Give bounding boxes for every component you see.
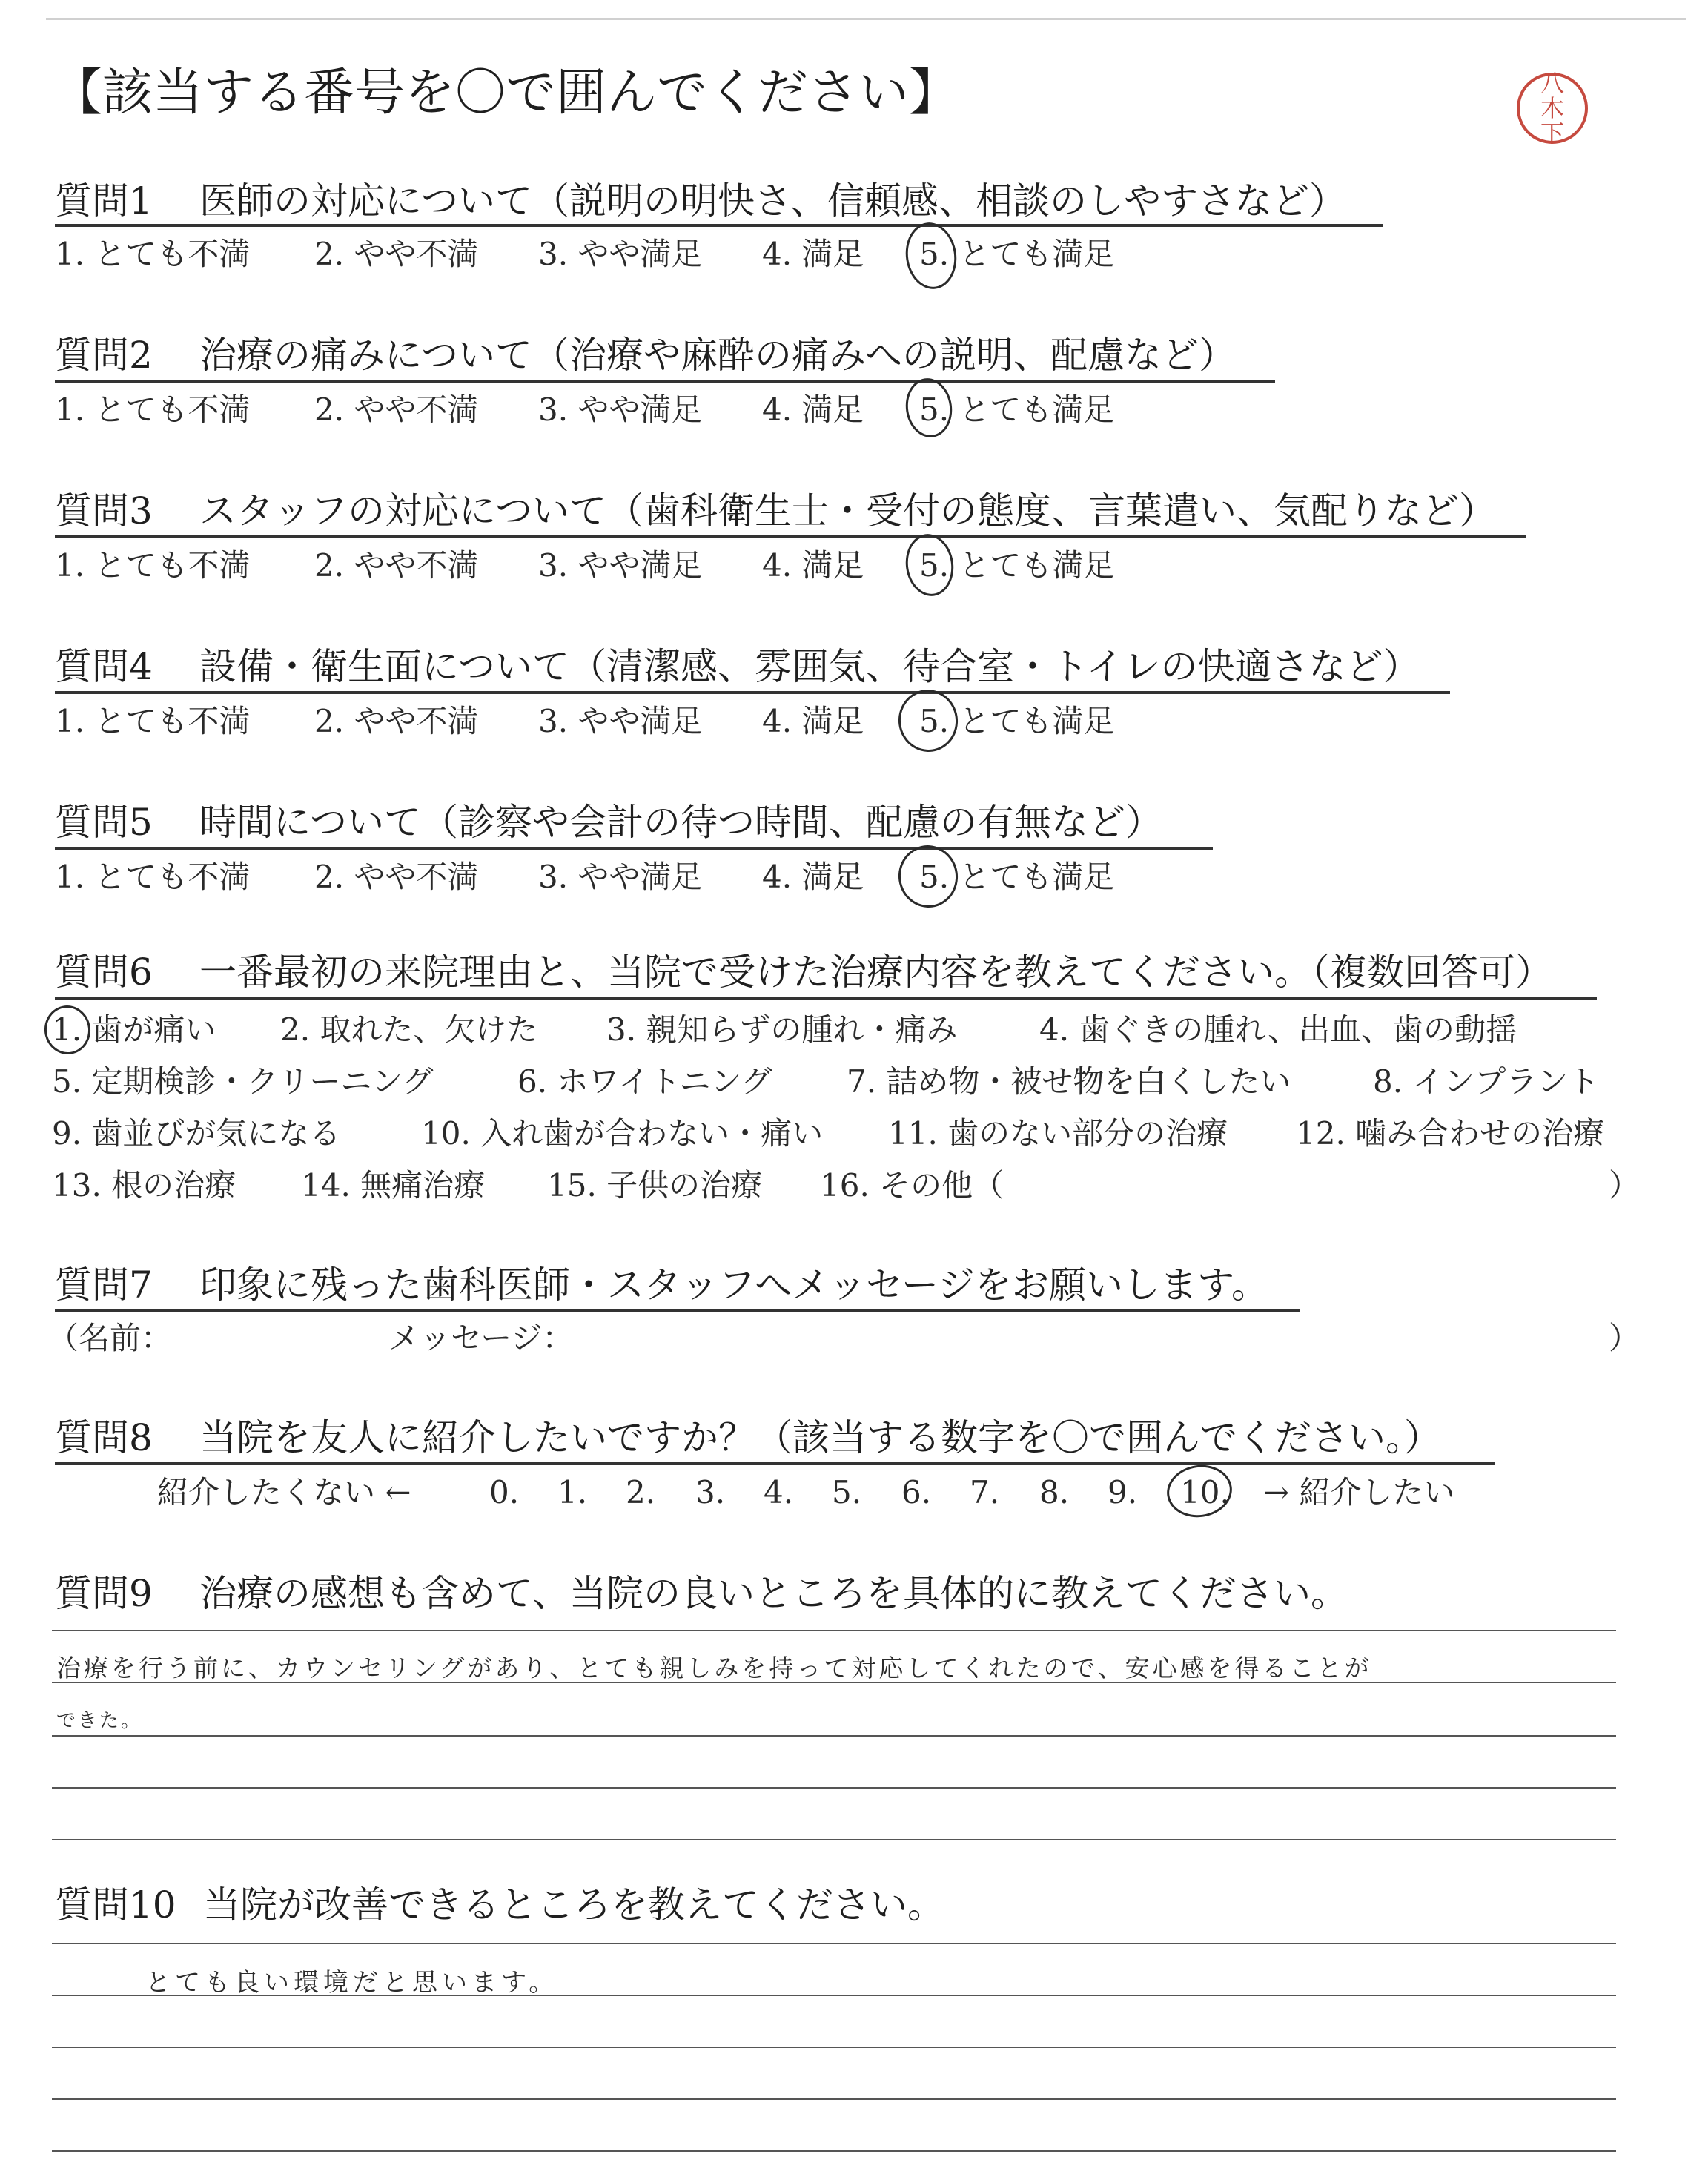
- option-14[interactable]: 14. 無痛治療: [301, 1167, 486, 1203]
- question-4-title: [55, 645, 1420, 688]
- option-3[interactable]: 3. やや満足: [538, 392, 703, 428]
- scale-4[interactable]: 4.: [764, 1474, 794, 1510]
- seal-char-3: 下: [1540, 119, 1564, 148]
- option-15[interactable]: 15. 子供の治療: [547, 1167, 763, 1203]
- option-3[interactable]: 3. やや満足: [538, 703, 703, 739]
- question-number: 質問4: [55, 645, 153, 688]
- handwritten-answer: とても良い環境だと思います。: [145, 1968, 559, 1998]
- answer-line: [52, 1735, 1616, 1737]
- scale-5[interactable]: 5.: [832, 1474, 862, 1510]
- option-13[interactable]: 13. 根の治療: [52, 1167, 236, 1203]
- question-8-underline: [55, 1462, 1494, 1465]
- option-4[interactable]: 4. 歯ぐきの腫れ、出血、歯の動揺: [1039, 1011, 1517, 1048]
- option-11[interactable]: 11. 歯のない部分の治療: [888, 1115, 1228, 1152]
- option-4[interactable]: 4. 満足: [762, 236, 864, 272]
- option-5[interactable]: 5. 定期検診・クリーニング: [52, 1063, 434, 1100]
- option-9[interactable]: 9. 歯並びが気になる: [52, 1115, 341, 1152]
- option-4[interactable]: 4. 満足: [762, 547, 864, 584]
- answer-line: [52, 1787, 1616, 1789]
- question-text: 医師の対応について（説明の明快さ、信頼感、相談のしやすさなど）: [199, 179, 1346, 222]
- question-2-title: [55, 334, 1236, 377]
- handwritten-answer-line-1: 治療を行う前に、カウンセリングがあり、とても親しみを持って対応してくれたので、安心感を得ることが: [56, 1654, 1372, 1682]
- option-4[interactable]: 4. 満足: [762, 859, 864, 895]
- question-number: 質問5: [55, 801, 153, 844]
- option-12[interactable]: 12. 噛み合わせの治療: [1296, 1115, 1605, 1152]
- option-5[interactable]: 5. とても満足: [919, 547, 1115, 584]
- scale-1[interactable]: 1.: [557, 1474, 588, 1510]
- question-2-underline: [55, 380, 1275, 383]
- page-title: 【該当する番号を〇で囲んでください】: [52, 64, 960, 122]
- seal-char-2: 木: [1540, 94, 1564, 122]
- option-3[interactable]: 3. 親知らずの腫れ・痛み: [606, 1011, 958, 1048]
- option-5[interactable]: 5. とても満足: [919, 859, 1115, 895]
- scale-6[interactable]: 6.: [901, 1474, 932, 1510]
- question-8-title: [55, 1416, 1441, 1459]
- question-number: 質問7: [55, 1264, 153, 1307]
- option-1[interactable]: 1. とても不満: [55, 547, 251, 584]
- question-4-underline: [55, 691, 1450, 694]
- question-text: 当院を友人に紹介したいですか？（該当する数字を〇で囲んでください。）: [199, 1416, 1441, 1459]
- question-number: 質問3: [55, 489, 153, 532]
- answer-line: [52, 1943, 1616, 1944]
- option-1[interactable]: 1. とても不満: [55, 703, 251, 739]
- question-9-title: [55, 1572, 1348, 1615]
- question-text: スタッフの対応について（歯科衛生士・受付の態度、言葉遣い、気配りなど）: [199, 489, 1496, 532]
- option-10[interactable]: 10. 入れ歯が合わない・痛い: [421, 1115, 824, 1152]
- option-1[interactable]: 1. 歯が痛い: [52, 1011, 216, 1048]
- top-border: [46, 18, 1686, 20]
- option-2[interactable]: 2. 取れた、欠けた: [280, 1011, 538, 1048]
- question-number: 質問8: [55, 1416, 153, 1459]
- option-5[interactable]: 5. とても満足: [919, 703, 1115, 739]
- question-number: 質問1: [55, 179, 153, 222]
- question-text: 設備・衛生面について（清潔感、雰囲気、待合室・トイレの快適さなど）: [199, 645, 1420, 688]
- message-label: メッセージ：: [388, 1320, 574, 1356]
- option-3[interactable]: 3. やや満足: [538, 547, 703, 584]
- question-6-underline: [55, 997, 1597, 1000]
- selection-circle-q2: [902, 375, 956, 440]
- question-text: 治療の痛みについて（治療や麻酔の痛みへの説明、配慮など）: [199, 334, 1236, 377]
- scale-8[interactable]: 8.: [1039, 1474, 1070, 1510]
- question-5-title: [55, 801, 1162, 844]
- scale-10[interactable]: 10.: [1180, 1474, 1230, 1510]
- answer-line: [52, 2047, 1616, 2048]
- option-2[interactable]: 2. やや不満: [314, 392, 479, 428]
- question-10-title: [55, 1883, 944, 1926]
- selection-circle-q4: [895, 686, 962, 756]
- question-number: 質問6: [55, 951, 153, 994]
- handwritten-answer-line-2: できた。: [56, 1710, 143, 1732]
- question-1-underline: [55, 224, 1383, 227]
- scale-9[interactable]: 9.: [1108, 1474, 1138, 1510]
- question-number: 質問9: [55, 1572, 153, 1615]
- answer-line: [52, 2098, 1616, 2100]
- selection-circle-q5: [895, 842, 962, 911]
- question-3-title: [55, 489, 1496, 532]
- selection-circle-q1: [901, 219, 961, 293]
- question-7-underline: [55, 1309, 1300, 1312]
- option-3[interactable]: 3. やや満足: [538, 859, 703, 895]
- option-4[interactable]: 4. 満足: [762, 392, 864, 428]
- option-2[interactable]: 2. やや不満: [314, 236, 479, 272]
- scale-right-label: → 紹介したい: [1263, 1474, 1455, 1510]
- answer-line: [52, 1630, 1616, 1631]
- option-7[interactable]: 7. 詰め物・被せ物を白くしたい: [847, 1063, 1291, 1100]
- option-6[interactable]: 6. ホワイトニング: [517, 1063, 772, 1100]
- question-number: 質問2: [55, 334, 153, 377]
- seal-char-1: 八: [1540, 69, 1564, 97]
- option-2[interactable]: 2. やや不満: [314, 703, 479, 739]
- question-text: 治療の感想も含めて、当院の良いところを具体的に教えてください。: [199, 1572, 1348, 1615]
- option-8[interactable]: 8. インプラント: [1373, 1063, 1600, 1100]
- question-text: 一番最初の来院理由と、当院で受けた治療内容を教えてください。（複数回答可）: [199, 951, 1552, 994]
- question-5-underline: [55, 847, 1213, 850]
- selection-circle-q8: [1164, 1461, 1236, 1522]
- scale-2[interactable]: 2.: [626, 1474, 656, 1510]
- question-number: 質問10: [55, 1883, 176, 1926]
- option-5[interactable]: 5. とても満足: [919, 392, 1115, 428]
- question-text: 時間について（診察や会計の待つ時間、配慮の有無など）: [199, 801, 1162, 844]
- answer-line: [52, 1839, 1616, 1840]
- option-4[interactable]: 4. 満足: [762, 703, 864, 739]
- scale-3[interactable]: 3.: [695, 1474, 726, 1510]
- option-5[interactable]: 5. とても満足: [919, 236, 1115, 272]
- question-1-title: [55, 179, 1346, 222]
- message-close-paren: ）: [1609, 1320, 1641, 1356]
- other-close-paren: ）: [1609, 1167, 1641, 1203]
- option-2[interactable]: 2. やや不満: [314, 859, 479, 895]
- question-7-title: [55, 1264, 1268, 1307]
- seal-stamp: [1517, 69, 1588, 148]
- question-6-title: [55, 951, 1552, 994]
- option-1[interactable]: 1. とても不満: [55, 236, 251, 272]
- option-1[interactable]: 1. とても不満: [55, 392, 251, 428]
- option-2[interactable]: 2. やや不満: [314, 547, 479, 584]
- name-label: （名前：: [47, 1320, 173, 1356]
- question-text: 当院が改善できるところを教えてください。: [203, 1883, 944, 1926]
- option-1[interactable]: 1. とても不満: [55, 859, 251, 895]
- option-3[interactable]: 3. やや満足: [538, 236, 703, 272]
- scale-left-label: 紹介したくない ←: [157, 1474, 411, 1510]
- question-3-underline: [55, 535, 1526, 538]
- option-16[interactable]: 16. その他（: [820, 1167, 1004, 1203]
- scale-0[interactable]: 0.: [489, 1474, 520, 1510]
- selection-circle-q3: [901, 531, 957, 599]
- scale-7[interactable]: 7.: [970, 1474, 1000, 1510]
- question-text: 印象に残った歯科医師・スタッフへメッセージをお願いします。: [199, 1264, 1268, 1307]
- answer-line: [52, 2150, 1616, 2152]
